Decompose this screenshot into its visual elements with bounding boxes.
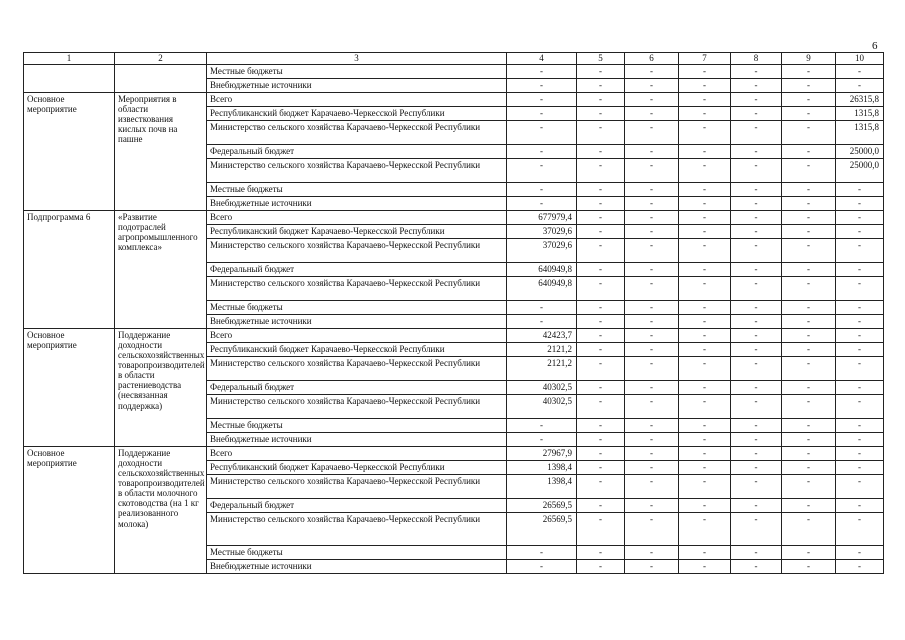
- value-cell-col-10: -: [836, 546, 884, 560]
- value-cell-col-10: -: [836, 301, 884, 315]
- value-cell-col-7: -: [679, 357, 731, 381]
- value-cell-col-4: 2121,2: [507, 343, 577, 357]
- value-cell-col-8: -: [731, 79, 782, 93]
- value-cell-col-10: 25000,0: [836, 159, 884, 183]
- value-cell-col-9: -: [782, 65, 836, 79]
- value-cell-col-9: -: [782, 419, 836, 433]
- value-cell-col-7: -: [679, 263, 731, 277]
- value-cell-col-10: 26315,8: [836, 93, 884, 107]
- value-cell-col-5: -: [577, 225, 625, 239]
- value-cell-col-10: -: [836, 395, 884, 419]
- value-cell-col-7: -: [679, 560, 731, 574]
- value-cell-col-6: -: [625, 419, 679, 433]
- value-cell-col-7: -: [679, 343, 731, 357]
- header-cell-10: 10: [836, 53, 884, 65]
- value-cell-col-9: -: [782, 560, 836, 574]
- value-cell-col-9: -: [782, 433, 836, 447]
- value-cell-col-8: -: [731, 301, 782, 315]
- value-cell-col-5: -: [577, 546, 625, 560]
- value-cell-col-5: -: [577, 183, 625, 197]
- value-cell-col-10: -: [836, 475, 884, 499]
- value-cell-col-9: -: [782, 159, 836, 183]
- header-cell-3: 3: [207, 53, 507, 65]
- value-cell-col-5: -: [577, 121, 625, 145]
- value-cell-col-7: -: [679, 239, 731, 263]
- value-cell-col-9: -: [782, 121, 836, 145]
- value-cell-col-7: -: [679, 183, 731, 197]
- value-cell-col-6: -: [625, 197, 679, 211]
- program-type-cell: Подпрограмма 6: [24, 211, 115, 329]
- program-type-cell: Основное мероприятие: [24, 447, 115, 574]
- table-row: [24, 329, 884, 343]
- value-cell-col-9: -: [782, 197, 836, 211]
- value-cell-col-10: -: [836, 357, 884, 381]
- funding-source-cell: Министерство сельского хозяйства Карачаево-Черкесской Республики: [207, 395, 507, 419]
- value-cell-col-9: -: [782, 329, 836, 343]
- header-cell-6: 6: [625, 53, 679, 65]
- program-name-cell: Поддержание доходности сельскохозяйственных товаропроизводителей в области молочного скотоводства (на 1 кг реализованного молока): [115, 447, 207, 574]
- value-cell-col-8: -: [731, 93, 782, 107]
- funding-source-cell: Министерство сельского хозяйства Карачаево-Черкесской Республики: [207, 239, 507, 263]
- funding-source-cell: Всего: [207, 93, 507, 107]
- value-cell-col-9: -: [782, 239, 836, 263]
- table-body: [24, 53, 884, 574]
- value-cell-col-9: -: [782, 301, 836, 315]
- value-cell-col-9: -: [782, 79, 836, 93]
- value-cell-col-8: -: [731, 183, 782, 197]
- header-cell-8: 8: [731, 53, 782, 65]
- value-cell-col-6: -: [625, 357, 679, 381]
- value-cell-col-4: 42423,7: [507, 329, 577, 343]
- value-cell-col-10: -: [836, 79, 884, 93]
- value-cell-col-10: -: [836, 381, 884, 395]
- value-cell-col-9: -: [782, 93, 836, 107]
- value-cell-col-7: -: [679, 499, 731, 513]
- funding-source-cell: Федеральный бюджет: [207, 499, 507, 513]
- value-cell-col-6: -: [625, 159, 679, 183]
- value-cell-col-7: -: [679, 93, 731, 107]
- value-cell-col-8: -: [731, 145, 782, 159]
- value-cell-col-6: -: [625, 560, 679, 574]
- value-cell-col-5: -: [577, 145, 625, 159]
- value-cell-col-5: -: [577, 65, 625, 79]
- value-cell-col-4: 640949,8: [507, 277, 577, 301]
- header-cell-7: 7: [679, 53, 731, 65]
- value-cell-col-9: -: [782, 461, 836, 475]
- value-cell-col-10: -: [836, 513, 884, 546]
- funding-source-cell: Внебюджетные источники: [207, 315, 507, 329]
- value-cell-col-8: -: [731, 419, 782, 433]
- value-cell-col-8: -: [731, 546, 782, 560]
- funding-source-cell: Министерство сельского хозяйства Карачаево-Черкесской Республики: [207, 513, 507, 546]
- value-cell-col-7: -: [679, 145, 731, 159]
- value-cell-col-6: -: [625, 381, 679, 395]
- value-cell-col-5: -: [577, 93, 625, 107]
- value-cell-col-4: -: [507, 159, 577, 183]
- value-cell-col-4: 37029,6: [507, 239, 577, 263]
- value-cell-col-4: -: [507, 433, 577, 447]
- value-cell-col-10: 25000,0: [836, 145, 884, 159]
- value-cell-col-5: -: [577, 475, 625, 499]
- value-cell-col-7: -: [679, 475, 731, 499]
- value-cell-col-10: -: [836, 433, 884, 447]
- value-cell-col-8: -: [731, 461, 782, 475]
- value-cell-col-10: -: [836, 263, 884, 277]
- value-cell-col-6: -: [625, 277, 679, 301]
- value-cell-col-4: 26569,5: [507, 499, 577, 513]
- value-cell-col-7: -: [679, 447, 731, 461]
- program-name-cell: Поддержание доходности сельскохозяйственных товаропроизводителей в области растениеводства (несвязанная поддержка): [115, 329, 207, 447]
- value-cell-col-8: -: [731, 475, 782, 499]
- header-cell-4: 4: [507, 53, 577, 65]
- value-cell-col-10: -: [836, 560, 884, 574]
- value-cell-col-7: -: [679, 381, 731, 395]
- value-cell-col-8: -: [731, 197, 782, 211]
- value-cell-col-7: -: [679, 211, 731, 225]
- value-cell-col-4: 37029,6: [507, 225, 577, 239]
- value-cell-col-6: -: [625, 447, 679, 461]
- value-cell-col-6: -: [625, 121, 679, 145]
- value-cell-col-5: -: [577, 381, 625, 395]
- value-cell-col-6: -: [625, 263, 679, 277]
- value-cell-col-5: -: [577, 395, 625, 419]
- value-cell-col-5: -: [577, 277, 625, 301]
- funding-source-cell: Министерство сельского хозяйства Карачаево-Черкесской Республики: [207, 277, 507, 301]
- value-cell-col-7: -: [679, 79, 731, 93]
- value-cell-col-6: -: [625, 107, 679, 121]
- value-cell-col-10: -: [836, 277, 884, 301]
- value-cell-col-10: -: [836, 183, 884, 197]
- funding-source-cell: Республиканский бюджет Карачаево-Черкесской Республики: [207, 343, 507, 357]
- value-cell-col-6: -: [625, 395, 679, 419]
- value-cell-col-6: -: [625, 239, 679, 263]
- value-cell-col-9: -: [782, 315, 836, 329]
- value-cell-col-6: -: [625, 65, 679, 79]
- value-cell-col-10: -: [836, 197, 884, 211]
- value-cell-col-8: -: [731, 499, 782, 513]
- funding-source-cell: Местные бюджеты: [207, 301, 507, 315]
- value-cell-col-8: -: [731, 381, 782, 395]
- value-cell-col-5: -: [577, 329, 625, 343]
- table-row: [24, 65, 884, 79]
- value-cell-col-6: -: [625, 475, 679, 499]
- value-cell-col-4: 40302,5: [507, 395, 577, 419]
- value-cell-col-7: -: [679, 107, 731, 121]
- value-cell-col-7: -: [679, 461, 731, 475]
- value-cell-col-4: 640949,8: [507, 263, 577, 277]
- value-cell-col-4: -: [507, 546, 577, 560]
- program-name-cell: [115, 65, 207, 93]
- value-cell-col-5: -: [577, 107, 625, 121]
- table-row: [24, 211, 884, 225]
- funding-source-cell: Внебюджетные источники: [207, 79, 507, 93]
- value-cell-col-6: -: [625, 211, 679, 225]
- value-cell-col-7: -: [679, 277, 731, 301]
- value-cell-col-4: -: [507, 79, 577, 93]
- header-row: [24, 53, 884, 65]
- value-cell-col-7: -: [679, 513, 731, 546]
- value-cell-col-5: -: [577, 263, 625, 277]
- value-cell-col-8: -: [731, 159, 782, 183]
- funding-source-cell: Федеральный бюджет: [207, 263, 507, 277]
- header-cell-9: 9: [782, 53, 836, 65]
- value-cell-col-5: -: [577, 499, 625, 513]
- value-cell-col-6: -: [625, 315, 679, 329]
- value-cell-col-10: -: [836, 315, 884, 329]
- value-cell-col-9: -: [782, 343, 836, 357]
- funding-source-cell: Министерство сельского хозяйства Карачаево-Черкесской Республики: [207, 121, 507, 145]
- value-cell-col-6: -: [625, 433, 679, 447]
- value-cell-col-8: -: [731, 315, 782, 329]
- value-cell-col-10: -: [836, 343, 884, 357]
- program-type-cell: Основное мероприятие: [24, 93, 115, 211]
- value-cell-col-9: -: [782, 357, 836, 381]
- value-cell-col-8: -: [731, 560, 782, 574]
- page-number: 6: [872, 40, 878, 52]
- value-cell-col-9: -: [782, 211, 836, 225]
- value-cell-col-6: -: [625, 145, 679, 159]
- value-cell-col-7: -: [679, 65, 731, 79]
- value-cell-col-8: -: [731, 121, 782, 145]
- value-cell-col-7: -: [679, 315, 731, 329]
- funding-source-cell: Министерство сельского хозяйства Карачаево-Черкесской Республики: [207, 357, 507, 381]
- value-cell-col-5: -: [577, 433, 625, 447]
- value-cell-col-4: 27967,9: [507, 447, 577, 461]
- value-cell-col-4: -: [507, 121, 577, 145]
- value-cell-col-4: -: [507, 301, 577, 315]
- value-cell-col-5: -: [577, 461, 625, 475]
- value-cell-col-9: -: [782, 546, 836, 560]
- value-cell-col-5: -: [577, 239, 625, 263]
- value-cell-col-4: -: [507, 560, 577, 574]
- value-cell-col-8: -: [731, 65, 782, 79]
- header-cell-1: 1: [24, 53, 115, 65]
- value-cell-col-7: -: [679, 329, 731, 343]
- value-cell-col-9: -: [782, 381, 836, 395]
- value-cell-col-4: 677979,4: [507, 211, 577, 225]
- value-cell-col-8: -: [731, 433, 782, 447]
- value-cell-col-7: -: [679, 159, 731, 183]
- funding-source-cell: Республиканский бюджет Карачаево-Черкесской Республики: [207, 225, 507, 239]
- value-cell-col-10: -: [836, 225, 884, 239]
- value-cell-col-10: -: [836, 239, 884, 263]
- funding-source-cell: Республиканский бюджет Карачаево-Черкесской Республики: [207, 107, 507, 121]
- program-type-cell: [24, 65, 115, 93]
- value-cell-col-4: -: [507, 197, 577, 211]
- value-cell-col-6: -: [625, 499, 679, 513]
- value-cell-col-9: -: [782, 447, 836, 461]
- value-cell-col-9: -: [782, 263, 836, 277]
- value-cell-col-7: -: [679, 433, 731, 447]
- value-cell-col-5: -: [577, 79, 625, 93]
- value-cell-col-5: -: [577, 560, 625, 574]
- value-cell-col-5: -: [577, 197, 625, 211]
- value-cell-col-9: -: [782, 183, 836, 197]
- value-cell-col-9: -: [782, 475, 836, 499]
- value-cell-col-5: -: [577, 419, 625, 433]
- value-cell-col-4: 26569,5: [507, 513, 577, 546]
- value-cell-col-10: -: [836, 461, 884, 475]
- value-cell-col-6: -: [625, 225, 679, 239]
- funding-source-cell: Внебюджетные источники: [207, 433, 507, 447]
- funding-source-cell: Местные бюджеты: [207, 65, 507, 79]
- header-cell-2: 2: [115, 53, 207, 65]
- value-cell-col-7: -: [679, 395, 731, 419]
- value-cell-col-4: 2121,2: [507, 357, 577, 381]
- value-cell-col-10: -: [836, 211, 884, 225]
- funding-source-cell: Всего: [207, 329, 507, 343]
- program-name-cell: Мероприятия в области известкования кислых почв на пашне: [115, 93, 207, 211]
- value-cell-col-7: -: [679, 301, 731, 315]
- value-cell-col-7: -: [679, 121, 731, 145]
- value-cell-col-10: -: [836, 447, 884, 461]
- value-cell-col-7: -: [679, 419, 731, 433]
- value-cell-col-8: -: [731, 107, 782, 121]
- value-cell-col-4: 1398,4: [507, 475, 577, 499]
- value-cell-col-6: -: [625, 461, 679, 475]
- table-row: [24, 93, 884, 107]
- funding-source-cell: Республиканский бюджет Карачаево-Черкесской Республики: [207, 461, 507, 475]
- value-cell-col-10: -: [836, 329, 884, 343]
- value-cell-col-4: -: [507, 65, 577, 79]
- value-cell-col-7: -: [679, 197, 731, 211]
- value-cell-col-7: -: [679, 225, 731, 239]
- value-cell-col-5: -: [577, 315, 625, 329]
- value-cell-col-6: -: [625, 546, 679, 560]
- funding-source-cell: Всего: [207, 447, 507, 461]
- funding-source-cell: Министерство сельского хозяйства Карачаево-Черкесской Республики: [207, 159, 507, 183]
- value-cell-col-8: -: [731, 225, 782, 239]
- header-cell-5: 5: [577, 53, 625, 65]
- value-cell-col-4: -: [507, 315, 577, 329]
- value-cell-col-4: -: [507, 107, 577, 121]
- value-cell-col-9: -: [782, 395, 836, 419]
- value-cell-col-8: -: [731, 211, 782, 225]
- value-cell-col-4: -: [507, 93, 577, 107]
- value-cell-col-9: -: [782, 513, 836, 546]
- program-type-cell: Основное мероприятие: [24, 329, 115, 447]
- value-cell-col-5: -: [577, 447, 625, 461]
- value-cell-col-9: -: [782, 225, 836, 239]
- value-cell-col-6: -: [625, 301, 679, 315]
- value-cell-col-5: -: [577, 343, 625, 357]
- value-cell-col-10: 1315,8: [836, 121, 884, 145]
- budget-table: [23, 52, 884, 574]
- value-cell-col-10: 1315,8: [836, 107, 884, 121]
- value-cell-col-9: -: [782, 277, 836, 301]
- value-cell-col-6: -: [625, 329, 679, 343]
- value-cell-col-4: -: [507, 419, 577, 433]
- value-cell-col-6: -: [625, 513, 679, 546]
- value-cell-col-5: -: [577, 159, 625, 183]
- value-cell-col-8: -: [731, 263, 782, 277]
- funding-source-cell: Местные бюджеты: [207, 546, 507, 560]
- value-cell-col-8: -: [731, 343, 782, 357]
- value-cell-col-8: -: [731, 329, 782, 343]
- value-cell-col-10: -: [836, 65, 884, 79]
- value-cell-col-4: 40302,5: [507, 381, 577, 395]
- funding-source-cell: Всего: [207, 211, 507, 225]
- value-cell-col-5: -: [577, 301, 625, 315]
- value-cell-col-9: -: [782, 145, 836, 159]
- value-cell-col-4: 1398,4: [507, 461, 577, 475]
- funding-source-cell: Внебюджетные источники: [207, 560, 507, 574]
- value-cell-col-8: -: [731, 395, 782, 419]
- value-cell-col-8: -: [731, 239, 782, 263]
- value-cell-col-5: -: [577, 357, 625, 381]
- value-cell-col-8: -: [731, 357, 782, 381]
- funding-source-cell: Федеральный бюджет: [207, 381, 507, 395]
- value-cell-col-4: -: [507, 145, 577, 159]
- value-cell-col-5: -: [577, 211, 625, 225]
- value-cell-col-10: -: [836, 499, 884, 513]
- value-cell-col-6: -: [625, 343, 679, 357]
- funding-source-cell: Федеральный бюджет: [207, 145, 507, 159]
- value-cell-col-7: -: [679, 546, 731, 560]
- value-cell-col-4: -: [507, 183, 577, 197]
- value-cell-col-8: -: [731, 447, 782, 461]
- table-row: [24, 447, 884, 461]
- program-name-cell: «Развитие подотраслей агропромышленного комплекса»: [115, 211, 207, 329]
- funding-source-cell: Внебюджетные источники: [207, 197, 507, 211]
- value-cell-col-8: -: [731, 277, 782, 301]
- funding-source-cell: Местные бюджеты: [207, 183, 507, 197]
- value-cell-col-10: -: [836, 419, 884, 433]
- value-cell-col-6: -: [625, 93, 679, 107]
- value-cell-col-5: -: [577, 513, 625, 546]
- value-cell-col-9: -: [782, 499, 836, 513]
- funding-source-cell: Местные бюджеты: [207, 419, 507, 433]
- value-cell-col-9: -: [782, 107, 836, 121]
- funding-source-cell: Министерство сельского хозяйства Карачаево-Черкесской Республики: [207, 475, 507, 499]
- value-cell-col-6: -: [625, 183, 679, 197]
- value-cell-col-8: -: [731, 513, 782, 546]
- value-cell-col-6: -: [625, 79, 679, 93]
